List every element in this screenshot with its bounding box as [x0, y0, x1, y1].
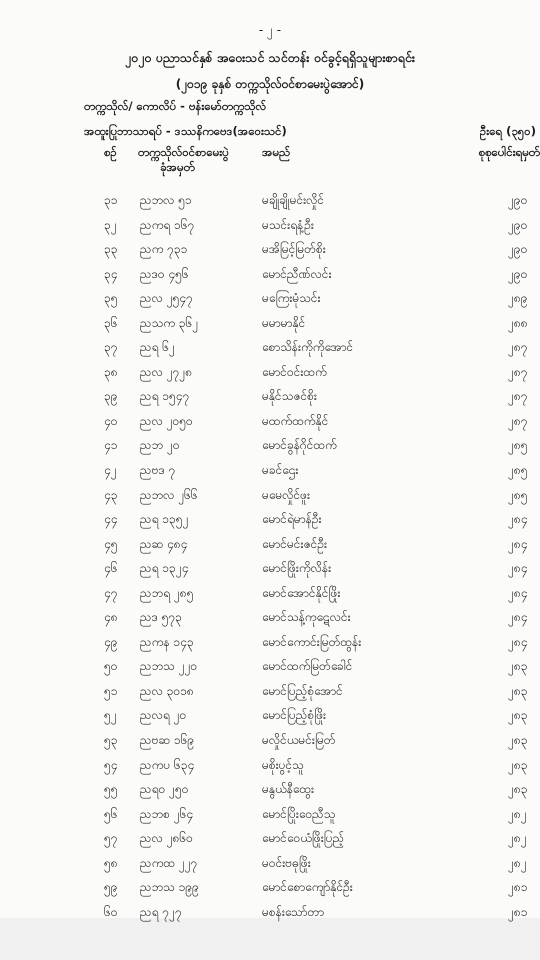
table-row — [0, 410, 540, 435]
student-name: မဝင်းဗဓုဖြိုး — [262, 855, 311, 870]
table-row — [0, 238, 540, 263]
total-marks: ၂၈၃ — [508, 708, 528, 723]
table-row — [0, 631, 540, 656]
exam-number: ညလ ၃၀၁၈ — [140, 683, 194, 698]
total-marks: ၂၈၃ — [508, 782, 528, 797]
exam-number: ညလရ ၂၀ — [140, 708, 187, 723]
table-row — [0, 852, 540, 877]
row-number: ၅၆ — [104, 806, 118, 821]
student-name: မလှိုင်ယမင်းမြတ် — [262, 733, 336, 748]
exam-number: ညကန ၁၄၃ — [140, 634, 194, 649]
total-marks: ၂၈၇ — [508, 364, 528, 379]
exam-number: ညဆ ၄၈၄ — [140, 536, 188, 551]
total-marks: ၂၈၂ — [508, 806, 527, 821]
exam-number: ညရ ၁၅၄၇ — [140, 389, 190, 404]
student-name: မအိမြင့်မြတ်စိုး — [262, 242, 326, 257]
table-row — [0, 876, 540, 901]
exam-number: ညလ ၂၈၆၀ — [140, 831, 193, 846]
row-number: ၅၀ — [104, 659, 118, 674]
student-name: မမေလှိုင်ဖူး — [262, 487, 311, 502]
student-name: မောင်သန့်ကုဋေလင်း — [262, 610, 351, 625]
major-subject-line: အထူးပြုဘာသာရပ် - ဒဿနိကဗေဒ(အဝေးသင်) — [84, 124, 287, 138]
total-marks: ၂၈၉ — [508, 291, 528, 306]
exam-number: ညဘသ ၂၂၀ — [140, 659, 198, 674]
document-subtitle: (၂၀၁၉ ခုနှစ် တက္ကသိုလ်ဝင်စာမေးပွဲအောင်) — [175, 77, 365, 91]
row-number: ၅၂ — [104, 708, 117, 723]
student-name: မောင်အောင်နိုင်ဖြိုး — [262, 585, 341, 600]
student-name: မနိုင်သဇင်စိုး — [262, 389, 317, 404]
student-name: မောင်ရဲမာန်ဦး — [262, 512, 322, 527]
total-marks: ၂၈၇ — [508, 389, 528, 404]
row-number: ၃၇ — [104, 340, 118, 355]
student-name: မောင်ဖြိုးကိုလိန်း — [262, 561, 332, 576]
student-name: မနွယ်နီထွေး — [262, 782, 315, 797]
table-row — [0, 729, 540, 754]
table-row — [0, 606, 540, 631]
student-name: မစိုးပွင့်သူ — [262, 757, 304, 772]
total-marks: ၂၈၇ — [508, 413, 528, 428]
student-name: မစန်းသော်တာ — [262, 904, 325, 919]
row-number: ၅၅ — [104, 782, 118, 797]
exam-number: ညဘ ၂၀ — [140, 438, 180, 453]
header-exam-number: တက္ကသိုလ်ဝင်စာမေးပွဲ — [138, 145, 229, 159]
student-name: မထက်ထက်နိုင် — [262, 413, 329, 428]
row-number: ၄၁ — [104, 438, 118, 453]
total-marks: ၂၈၃ — [508, 757, 528, 772]
exam-number: ညဗဒ ၇ — [140, 463, 176, 478]
table-row — [0, 434, 540, 459]
row-number: ၄၂ — [104, 463, 117, 478]
exam-number: ညရ ၁၃၂၄ — [140, 561, 189, 576]
student-name: မောင်ထက်မြတ်ခေါင် — [262, 659, 353, 674]
header-marks: စုစုပေါင်းရမှတ် — [478, 145, 540, 159]
total-marks: ၂၈၄ — [508, 585, 528, 600]
table-row — [0, 704, 540, 729]
row-number: ၅၇ — [104, 831, 118, 846]
student-name: မောင်ခွန်ဂိုင်ထက် — [262, 438, 337, 453]
document-title: ၂၀၂၀ ပညာသင်နှစ် အဝေးသင် သင်တန်း ဝင်ခွင့်ရရှိသူများစာရင်း — [124, 50, 416, 65]
student-name: မောင်ပြည့်စုံဖြိုး — [262, 708, 327, 723]
exam-number: ညဒဝ ၄၅၆ — [140, 266, 189, 281]
row-number: ၃၆ — [104, 315, 118, 330]
table-row — [0, 312, 540, 337]
table-row — [0, 557, 540, 582]
total-marks: ၂၈၁ — [508, 880, 528, 895]
table-row — [0, 827, 540, 852]
exam-number: ညသက ၃၆၂ — [140, 315, 199, 330]
row-number: ၃၄ — [104, 266, 118, 281]
exam-number: ညရ ၆၂ — [140, 340, 175, 355]
row-number: ၅၁ — [104, 683, 118, 698]
total-marks: ၂၈၂ — [508, 855, 527, 870]
student-name: မောင်ကောင်းမြတ်ထွန်း — [262, 634, 362, 649]
row-number: ၃၈ — [104, 364, 118, 379]
total-marks: ၂၉၀ — [508, 242, 528, 257]
table-row — [0, 508, 540, 533]
row-number: ၄၈ — [104, 610, 118, 625]
student-name: မောင်ပြည့်စုံအောင် — [262, 683, 343, 698]
row-number: ၅၉ — [104, 880, 118, 895]
table-row — [0, 336, 540, 361]
exam-number: ညလ ၂၅၄၇ — [140, 291, 193, 306]
table-row — [0, 778, 540, 803]
row-number: ၃၂ — [104, 217, 117, 232]
table-row — [0, 214, 540, 239]
student-name: မောင်မင်းဇင်ဦး — [262, 536, 328, 551]
student-name: မောင်ပြိုးဝေညီသူ — [262, 806, 336, 821]
header-name: အမည် — [262, 145, 291, 159]
table-row — [0, 361, 540, 386]
total-marks: ၂၈၃ — [508, 659, 528, 674]
total-marks: ၂၈၃ — [508, 733, 528, 748]
exam-number: ညဘသ ၁၉၉ — [140, 880, 199, 895]
row-number: ၅၄ — [104, 757, 118, 772]
row-number: ၄၅ — [104, 536, 118, 551]
total-marks: ၂၈၇ — [508, 340, 528, 355]
student-name: မောင်ညီဏ်လင်း — [262, 266, 332, 281]
total-marks: ၂၈၄ — [508, 536, 528, 551]
student-name: မသင်းရနံ့ဦး — [262, 217, 314, 232]
table-row — [0, 189, 540, 214]
total-marks: ၂၈၄ — [508, 512, 528, 527]
total-marks: ၂၈၄ — [508, 634, 528, 649]
exam-number: ညကရ ၁၆၇ — [140, 217, 195, 232]
table-row — [0, 901, 540, 926]
exam-number: ညဘလ ၅၁ — [140, 193, 192, 207]
total-marks: ၂၈၈ — [508, 315, 528, 330]
exam-number: ညလ ၂၀၅၀ — [140, 413, 193, 428]
total-marks: ၂၈၂ — [508, 831, 527, 846]
student-name: မောင်စောကျော်နိုင်ဦး — [262, 880, 353, 895]
row-number: ၆၀ — [104, 904, 118, 919]
row-number: ၅၈ — [104, 855, 118, 870]
university-line: တက္ကသိုလ်/ ကောလိပ် - ဗန်းမော်တက္ကသိုလ် — [84, 99, 267, 113]
row-number: ၃၃ — [104, 242, 118, 257]
total-marks: ၂၈၄ — [508, 610, 528, 625]
results-table — [0, 189, 540, 925]
student-name: မောင်ဝင်းထက် — [262, 364, 327, 379]
table-row — [0, 803, 540, 828]
row-number: ၄၇ — [104, 585, 118, 600]
exam-number: ညဘစ ၂၆၄ — [140, 806, 194, 821]
total-marks: ၂၈၁ — [508, 904, 528, 919]
exam-number: ညက ၇၃၁ — [140, 242, 188, 257]
table-row — [0, 385, 540, 410]
total-marks: ၂၈၃ — [508, 683, 528, 698]
exam-number: ညရ၀ ၂၅၀ — [140, 782, 189, 797]
header-no: စဉ် — [104, 145, 117, 159]
table-row — [0, 484, 540, 509]
table-row — [0, 263, 540, 288]
table-row — [0, 680, 540, 705]
row-number: ၃၉ — [104, 389, 118, 404]
exam-number: ညရ ၇၂၇ — [140, 904, 182, 919]
exam-number: ညဗဆ ၁၆၉ — [140, 733, 195, 748]
table-row — [0, 754, 540, 779]
header-exam-number-line2: ခုံအမှတ် — [160, 160, 195, 174]
student-name: စောသိန်းကိုကိုအောင် — [262, 340, 354, 355]
table-row — [0, 582, 540, 607]
table-row — [0, 459, 540, 484]
exam-number: ညဘရ ၂၈၅ — [140, 585, 194, 600]
page-number: - ၂ - — [258, 23, 282, 37]
row-number: ၃၅ — [104, 291, 118, 306]
exam-number: ညဘလ ၂၆၆ — [140, 487, 198, 502]
total-marks: ၂၈၄ — [508, 561, 528, 576]
table-row — [0, 655, 540, 680]
row-number: ၃၁ — [104, 193, 118, 207]
total-marks: ၂၈၅ — [508, 487, 528, 502]
total-marks: ၂၉၀ — [508, 217, 528, 232]
row-number: ၄၃ — [104, 487, 118, 502]
exam-number: ညကပ ၆၃၄ — [140, 757, 195, 772]
total-marks: ၂၈၅ — [508, 463, 528, 478]
row-number: ၄၆ — [104, 561, 118, 576]
student-name: မချိုချိုမင်းလှိုင် — [262, 193, 325, 207]
exam-number: ညဒ ၅၇၃ — [140, 610, 182, 625]
student-name: မမာမာနိုင် — [262, 315, 306, 330]
row-number: ၄၉ — [104, 634, 118, 649]
total-marks: ၂၉၀ — [508, 193, 528, 207]
total-marks: ၂၉၀ — [508, 266, 528, 281]
row-number: ၅၃ — [104, 733, 118, 748]
row-number: ၄၄ — [104, 512, 118, 527]
total-marks: ၂၈၅ — [508, 438, 528, 453]
student-name: မကြေးမုံသင်း — [262, 291, 321, 306]
total-count: ဦးရေ (၃၅၀) — [479, 124, 536, 138]
exam-number: ညလ ၂၇၂၈ — [140, 364, 193, 379]
table-row — [0, 533, 540, 558]
exam-number: ညကထ ၂၂၇ — [140, 855, 198, 870]
student-name: မောင်ဝေယံဖြိုးပြည့် — [262, 831, 345, 846]
row-number: ၄၀ — [104, 413, 118, 428]
table-row — [0, 287, 540, 312]
student-name: မခင်ဌေး — [262, 463, 299, 478]
exam-number: ညရ ၁၃၅၂ — [140, 512, 189, 527]
